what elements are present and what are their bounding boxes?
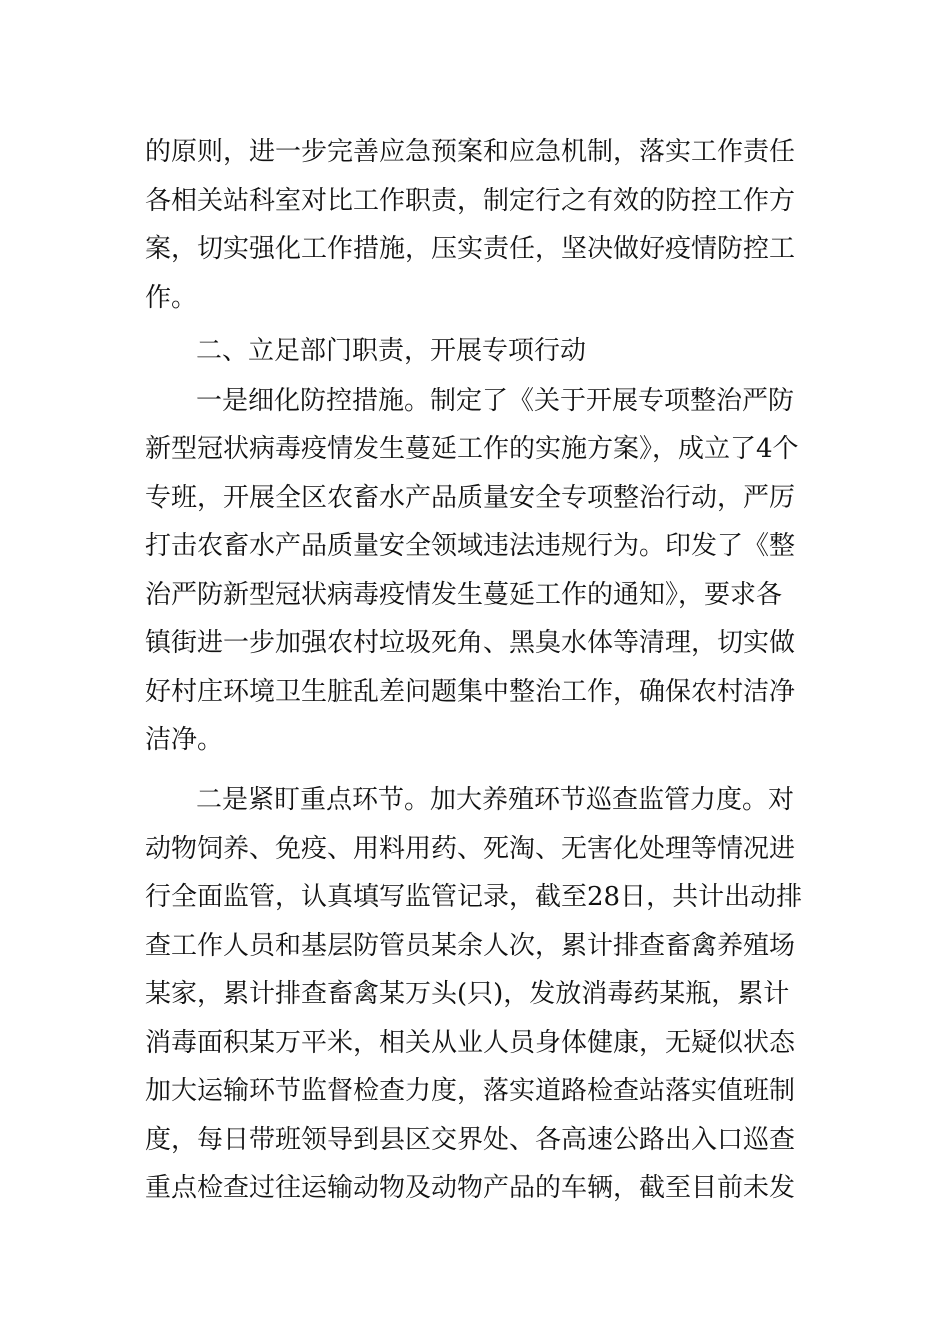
text-line: 各相关站科室对比工作职责，制定行之有效的防控工作方 (145, 186, 796, 216)
text-line: 专班，开展全区农畜水产品质量安全专项整治行动，严厉 (145, 483, 796, 513)
text-line: 某家，累计排查畜禽某万头(只)，发放消毒药某瓶，累计 (145, 979, 790, 1009)
text-line: 消毒面积某万平米，相关从业人员身体健康，无疑似状态 (145, 1028, 796, 1058)
text-line: 镇街进一步加强农村垃圾死角、黑臭水体等清理，切实做 (145, 628, 796, 658)
text-line: 作。 (145, 283, 198, 313)
text-line: 查工作人员和基层防管员某余人次，累计排查畜禽养殖场 (145, 931, 796, 961)
text-line: 洁净。 (145, 725, 224, 755)
text-line: 打击农畜水产品质量安全领域违法违规行为。印发了《整 (145, 531, 796, 561)
section-heading: 二、立足部门职责，开展专项行动 (196, 336, 587, 366)
text-line: 的原则，进一步完善应急预案和应急机制，落实工作责任 (145, 137, 796, 167)
text-line: 好村庄环境卫生脏乱差问题集中整治工作，确保农村洁净 (145, 677, 796, 707)
text-line: 新型冠状病毒疫情发生蔓延工作的实施方案》，成立了4个 (145, 434, 799, 464)
text-line: 行全面监管，认真填写监管记录，截至28日，共计出动排 (145, 882, 803, 912)
text-line: 加大运输环节监督检查力度，落实道路检查站落实值班制 (145, 1076, 796, 1106)
text-line: 案，切实强化工作措施，压实责任，坚决做好疫情防控工 (145, 234, 796, 264)
text-line: 重点检查过往运输动物及动物产品的车辆，截至目前未发 (145, 1173, 796, 1203)
text-line: 动物饲养、免疫、用料用药、死淘、无害化处理等情况进 (145, 834, 796, 864)
text-line: 一是细化防控措施。制定了《关于开展专项整治严防 (196, 386, 795, 416)
text-line: 度，每日带班领导到县区交界处、各高速公路出入口巡查 (145, 1125, 796, 1155)
text-line: 二是紧盯重点环节。加大养殖环节巡查监管力度。对 (196, 785, 795, 815)
text-line: 治严防新型冠状病毒疫情发生蔓延工作的通知》，要求各 (145, 580, 783, 610)
